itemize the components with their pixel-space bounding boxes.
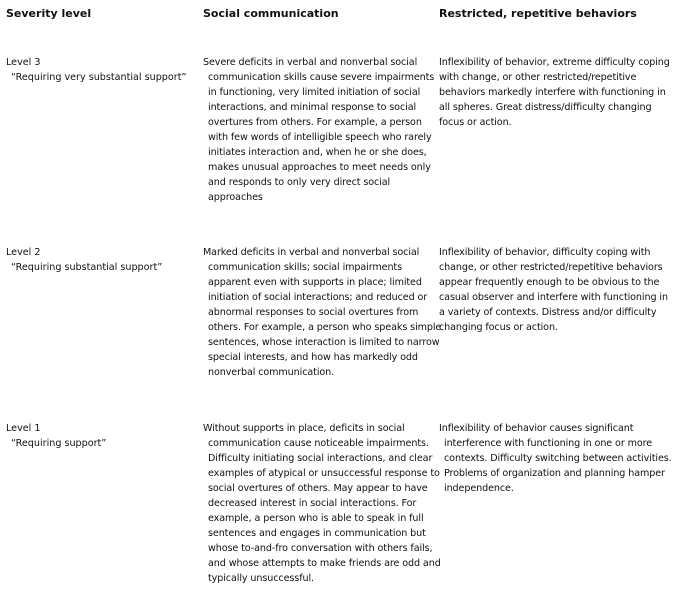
row-level-3-severity [6,55,186,85]
severity-level-label: Level 3 [6,57,41,68]
support-requirement: “Requiring substantial support” [11,262,163,273]
severity-level-label: Level 1 [6,423,41,434]
header-restricted-behaviors: Restricted, repetitive behaviors [439,7,637,20]
row-level-1-social-communication: Without supports in place, deficits in social communication cause noticeable impairments. Difficulty initiating social interactions, and clear examples of atypical or unsuccessful response to social overtures of others. May appear to have decreased interest in social interactions. For example, a person who is able to speak in full sentences and engages in communication but whose to-and-fro conversation with others fails, and whose attempts to make friends are odd and typically unsuccessful. [203,423,441,584]
header-social-communication: Social communication [203,7,339,20]
row-level-2-severity [6,245,162,275]
row-level-1-severity [6,421,106,451]
support-requirement: “Requiring very substantial support” [11,72,187,83]
row-level-3-social-communication: Severe deficits in verbal and nonverbal social communication skills cause severe impairments in functioning, very limited initiation of social interactions, and minimal response to social overtures from others. For example, a person with few words of intelligible speech who rarely initiates interaction and, when he or she does, makes unusual approaches to meet needs only and responds to only very direct social approaches [203,57,435,203]
support-requirement: “Requiring support” [11,438,107,449]
severity-level-label: Level 2 [6,247,41,258]
row-level-3-restricted-behaviors: Inflexibility of behavior, extreme difficulty coping with change, or other restricted/repetitive behaviors markedly interfere with functioning in all spheres. Great distress/difficulty changing focus or action. [439,57,670,128]
header-severity-level: Severity level [6,7,92,20]
row-level-2-social-communication: Marked deficits in verbal and nonverbal social communication skills; social impairments apparent even with supports in place; limited initiation of social interactions; and reduced or abnormal responses to social overtures from others. For example, a person who speaks simple sentences, whose interaction is limited to narrow special interests, and how has markedly odd nonverbal communication. [203,247,442,378]
row-level-2-restricted-behaviors: Inflexibility of behavior, difficulty coping with change, or other restricted/repetitive behaviors appear frequently enough to be obvious to the casual observer and interfere with functioning in a variety of contexts. Distress and/or difficulty changing focus or action. [439,247,668,333]
row-level-1-restricted-behaviors: Inflexibility of behavior causes significant interference with functioning in one or more contexts. Difficulty switching between activities. Problems of organization and planning hamper independence. [439,423,672,494]
